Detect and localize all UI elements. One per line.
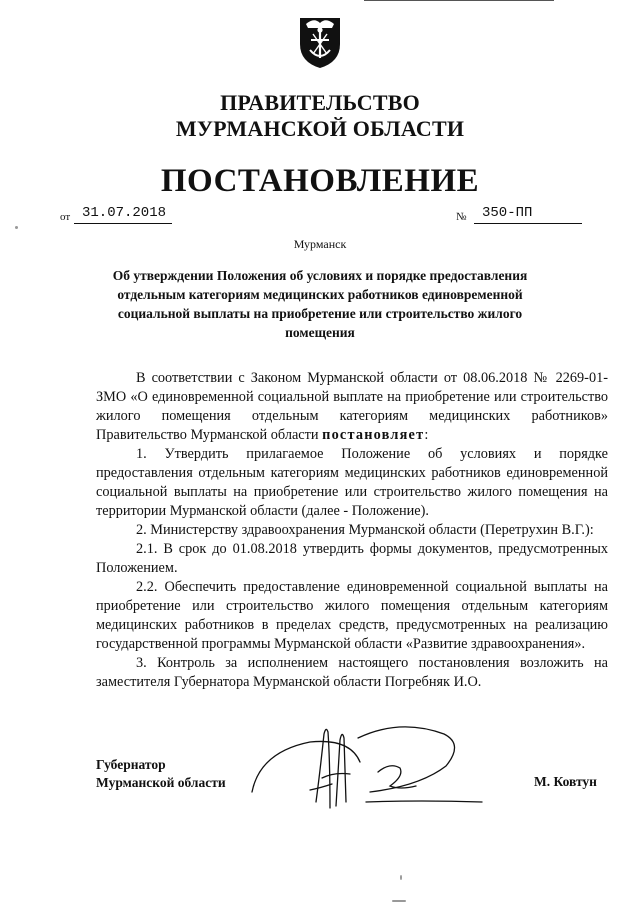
signatory-position-line1: Губернатор — [96, 757, 166, 772]
item-2-1: 2.1. В срок до 01.08.2018 утвердить формы документов, предусмотренных Положением. — [96, 541, 608, 576]
signatory-position-line2: Мурманской области — [96, 775, 226, 790]
item-3: 3. Контроль за исполнением настоящего постановления возложить на заместителя Губернатора Мурманской области Погребняк И.О. — [96, 655, 608, 690]
signatory-name: М. Ковтун — [534, 774, 597, 789]
handwritten-signature-icon — [250, 722, 490, 810]
number-label: № — [456, 211, 467, 223]
signatory-position — [96, 756, 226, 792]
org-name-line1: ПРАВИТЕЛЬСТВО — [220, 90, 420, 115]
document-body — [96, 369, 608, 692]
number-value: 350-ПП — [482, 205, 533, 221]
document-type: ПОСТАНОВЛЕНИЕ — [160, 163, 480, 199]
preamble-end: : — [424, 427, 429, 443]
city: Мурманск — [293, 237, 347, 251]
scan-speck — [392, 900, 406, 902]
preamble-keyword: постановляет — [322, 427, 425, 443]
date-value: 31.07.2018 — [82, 205, 167, 221]
preamble — [96, 369, 608, 445]
date-field — [74, 205, 172, 224]
scan-speck — [400, 875, 402, 880]
preamble-text: В соответствии с Законом Мурманской области от 08.06.2018 № 2269-01-ЗМО «О единовременной социальной выплате на приобретение или строительство жилого помещения отдельным категориям медицинских работников» Правительство Мурманской области — [96, 370, 608, 443]
scan-speck — [15, 226, 18, 229]
document-title: Об утверждении Положения об условиях и порядке предоставления отдельным категориям медицинских работников единовременной социальной выплаты на приобретение или строительство жилого помещения — [112, 268, 528, 340]
number-field — [474, 205, 582, 224]
date-label: от — [60, 211, 71, 223]
scan-edge-line — [364, 0, 554, 1]
org-name-line2: МУРМАНСКОЙ ОБЛАСТИ — [175, 116, 465, 141]
coat-of-arms-icon — [296, 14, 344, 70]
item-1: 1. Утвердить прилагаемое Положение об условиях и порядке предоставления отдельным категориям медицинских работников единовременной социальной выплаты на приобретение или строительство жилого помещения на территории Мурманской области (далее - Положение). — [96, 446, 608, 519]
item-2: 2. Министерству здравоохранения Мурманской области (Перетрухин В.Г.): — [136, 522, 594, 538]
item-2-2: 2.2. Обеспечить предоставление единовременной социальной выплаты на приобретение или строительство жилого помещения отдельным категориям медицинских работников в пределах средств, предусмотренных на реализацию государственной программы Мурманской области «Развитие здравоохранения». — [96, 579, 608, 652]
